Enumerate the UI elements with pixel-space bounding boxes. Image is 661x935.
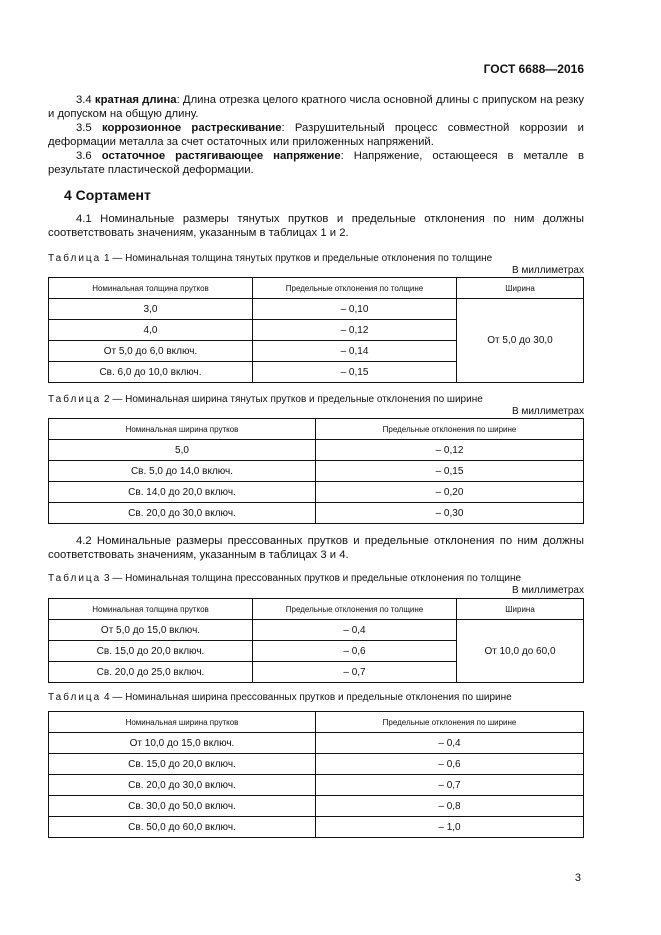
table-cell: – 0,4	[316, 733, 584, 754]
page-number: 3	[574, 872, 581, 884]
table-cell: Св. 20,0 до 30,0 включ.	[49, 503, 316, 524]
table-row	[49, 796, 584, 817]
paragraph-4-2: 4.2 Номинальные размеры прессованных прутков и предельные отклонения по ним должны соответствовать значениям, указанным в таблицах 3 и 4.	[48, 535, 584, 561]
column-header: Номинальная ширина прутков	[49, 419, 316, 440]
definitions	[48, 93, 584, 177]
table-cell	[49, 419, 584, 440]
table-cell: – 0,15	[253, 362, 457, 383]
table-3	[48, 598, 584, 683]
table-row	[49, 620, 584, 641]
definition-3-5: 3.5 коррозионное растрескивание: Разрушительный процесс совместной коррозии и деформации металла за счет остаточных или приложенных напряжений.	[48, 122, 584, 148]
table-row	[49, 440, 584, 461]
table-cell: Св. 14,0 до 20,0 включ.	[49, 482, 316, 503]
table-cell: Св. 15,0 до 20,0 включ.	[49, 754, 316, 775]
table-cell: Св. 20,0 до 30,0 включ.	[49, 775, 316, 796]
table-row	[49, 482, 584, 503]
table-cell: – 0,12	[316, 440, 584, 461]
merged-width-cell: От 10,0 до 60,0	[457, 620, 584, 683]
table-row	[49, 733, 584, 754]
table-1-caption: Таблица 1 — Номинальная толщина тянутых прутков и предельные отклонения по толщине	[48, 253, 493, 264]
table-4-caption: Таблица 4 — Номинальная ширина прессованных прутков и предельные отклонения по ширине	[48, 692, 512, 703]
column-header: Номинальная толщина прутков	[49, 599, 253, 620]
paragraph-4-1: 4.1 Номинальные размеры тянутых прутков и предельные отклонения по ним должны соответствовать значениям, указанным в таблицах 1 и 2.	[48, 213, 584, 239]
column-header: Предельные отклонения по ширине	[316, 712, 584, 733]
column-header: Номинальная ширина прутков	[49, 712, 316, 733]
table-cell: Св. 5,0 до 14,0 включ.	[49, 461, 316, 482]
table-cell: От 10,0 до 15,0 включ.	[49, 733, 316, 754]
table-cell: – 0,4	[253, 620, 457, 641]
table-row	[49, 299, 584, 320]
table-cell: 4,0	[49, 320, 253, 341]
table-cell: 3,0	[49, 299, 253, 320]
units-label: В миллиметрах	[512, 265, 584, 276]
table-cell	[49, 712, 584, 733]
table-1	[48, 277, 584, 383]
table-cell	[49, 278, 584, 299]
table-cell: Св. 30,0 до 50,0 включ.	[49, 796, 316, 817]
table-cell: Св. 20,0 до 25,0 включ.	[49, 662, 253, 683]
table-row	[49, 461, 584, 482]
column-header: Предельные отклонения по толщине	[253, 278, 457, 299]
definition-3-4: 3.4 кратная длина: Длина отрезка целого кратного числа основной длины с припуском на резку и допуском на общую длину.	[48, 94, 585, 120]
column-header: Предельные отклонения по толщине	[253, 599, 457, 620]
table-3-caption: Таблица 3 — Номинальная толщина прессованных прутков и предельные отклонения по толщине	[48, 573, 522, 584]
table-cell: – 0,20	[316, 482, 584, 503]
table-2	[48, 418, 584, 524]
table-cell: – 0,15	[316, 461, 584, 482]
table-cell: От 5,0 до 15,0 включ.	[49, 620, 253, 641]
table-cell: Св. 15,0 до 20,0 включ.	[49, 641, 253, 662]
units-label: В миллиметрах	[512, 406, 584, 417]
table-cell: – 0,7	[253, 662, 457, 683]
column-header: Номинальная толщина прутков	[49, 278, 253, 299]
table-cell: – 0,6	[316, 754, 584, 775]
table-cell: – 1,0	[316, 817, 584, 838]
table-cell: – 0,14	[253, 341, 457, 362]
table-2-caption: Таблица 2 — Номинальная ширина тянутых прутков и предельные отклонения по ширине	[48, 394, 483, 405]
table-cell	[49, 599, 584, 620]
table-cell: – 0,10	[253, 299, 457, 320]
column-header: Ширина	[457, 278, 584, 299]
table-4	[48, 711, 584, 838]
table-cell: – 0,30	[316, 503, 584, 524]
column-header: Ширина	[457, 599, 584, 620]
table-cell: 5,0	[49, 440, 316, 461]
section-title: 4 Сортамент	[64, 187, 151, 203]
table-row	[49, 754, 584, 775]
units-label: В миллиметрах	[512, 585, 584, 596]
table-cell: Св. 6,0 до 10,0 включ.	[49, 362, 253, 383]
table-row	[49, 503, 584, 524]
table-cell: Св. 50,0 до 60,0 включ.	[49, 817, 316, 838]
table-cell: – 0,8	[316, 796, 584, 817]
table-cell: – 0,7	[316, 775, 584, 796]
merged-width-cell: От 5,0 до 30,0	[457, 299, 584, 383]
table-cell: От 5,0 до 6,0 включ.	[49, 341, 253, 362]
table-cell: – 0,6	[253, 641, 457, 662]
table-row	[49, 775, 584, 796]
document-header: ГОСТ 6688—2016	[483, 62, 584, 76]
definition-3-6: 3.6 остаточное растягивающее напряжение: Напряжение, остающееся в металле в результате пластической деформации.	[48, 150, 584, 176]
table-cell: – 0,12	[253, 320, 457, 341]
table-row	[49, 817, 584, 838]
column-header: Предельные отклонения по ширине	[316, 419, 584, 440]
